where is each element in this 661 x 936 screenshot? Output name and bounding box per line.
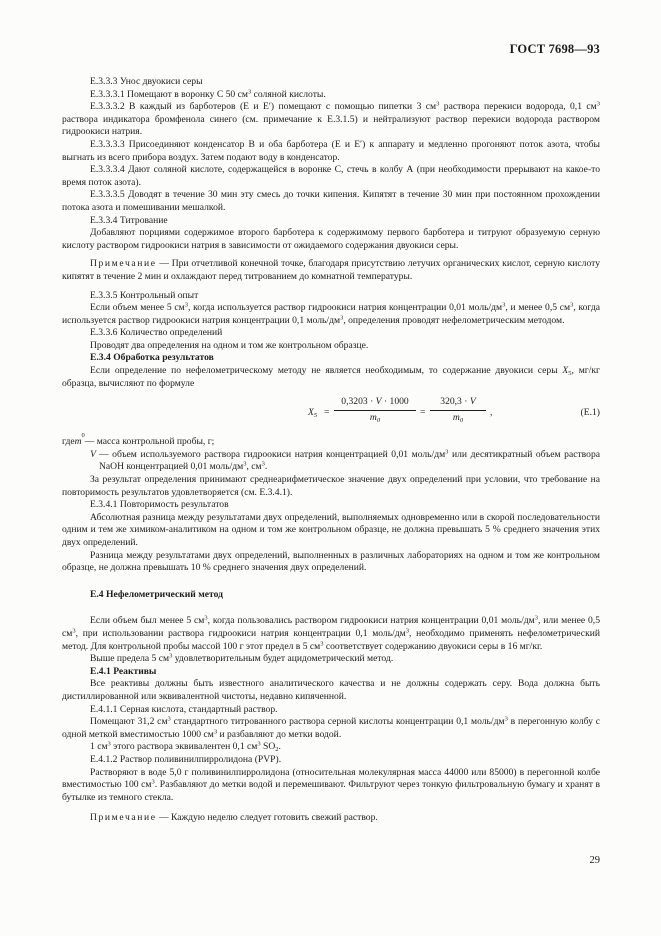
- note: Примечание — При отчетливой конечной точке, благодаря присутствию летучих органических кислот, серную кислоту кипятят в течение 2 мин и охлаждают перед титрованием до комнатной температуры.: [62, 258, 600, 282]
- formula: [62, 396, 600, 432]
- note: Примечание — Каждую неделю следует готовить свежий раствор.: [90, 812, 378, 824]
- paragraph: Если объем менее 5 $см^3$, когда используется раствор гидроокиси натрия концентрации 0,01 моль/$дм^3$, и менее 0,5 $см^3$, когда используется раствор гидроокиси натрия концентрации 0,1 моль/$дм^3$, определения проводят нефелометрическим методом.: [62, 301, 601, 326]
- section-heading: Е.3.4 Обработка результатов: [90, 352, 214, 364]
- paragraph: Если объем был менее 5 $см^3$, когда пользовались раствором гидроокиси натрия концентрации 0,01 моль/$дм^3$, или менее 0,5 $см^3$, при использовании раствора гидроокиси натрия концентрации 0,1 моль/$дм^3$, необходимо применять нефелометрический метод. Для контрольной пробы массой 100 г этот предел в 5 $см^3$ соответствует содержанию двуокиси серы в 16 мг/кг.: [62, 614, 600, 652]
- paragraph: Е.3.3.4 Титрование: [90, 214, 168, 226]
- paragraph: Е.3.3.6 Количество определений: [90, 327, 223, 339]
- paragraph: Добавляют порциями содержимое второго барботера к содержимому первого барботера и титруют образуемую серную кислоту раствором гидроокиси натрия в зависимости от ожидаемого содержания двуокиси серы.: [62, 227, 600, 251]
- paragraph: Разница между результатами двух определений, выполненных в различных лабораториях на одном и том же контрольном образце, не должна превышать 10 % среднего значения двух определений.: [62, 549, 600, 574]
- legend-item: V — объем используемого раствора гидроокиси натрия концентрацией 0,01 моль/$дм^3$ или десятикратный объем раствора NaOH концентрацией 0,01 моль/$дм^3$, $см^3$.: [90, 448, 600, 473]
- document-header: ГОСТ 7698—93: [509, 42, 600, 56]
- paragraph: Е.3.3.3.5 Доводят в течение 30 мин эту смесь до точки кипения. Кипятят в течение 30 мин при постоянном прохождении потока азота и помешивании мешалкой.: [62, 189, 600, 213]
- paragraph: За результат определения принимают среднеарифметическое значение двух определений при условии, что требование на повторимость результатов удовлетворяется (см. Е.3.4.1).: [62, 474, 600, 498]
- formula-equals: =: [420, 407, 426, 419]
- formula-number: (Е.1): [580, 407, 600, 419]
- paragraph: Е.3.3.3 Унос двуокиси серы: [90, 76, 203, 87]
- page-number: 29: [589, 855, 600, 866]
- section-heading: Е.4 Нефелометрический метод: [90, 588, 223, 600]
- paragraph: 1 $см^3$ этого раствора эквивалентен 0,1 $см^3$ $SO_2$.: [90, 740, 281, 754]
- legend-item: где m 0 — масса контрольной пробы, г;: [62, 432, 215, 448]
- formula-equals: =: [324, 407, 330, 419]
- section-heading: Е.4.1 Реактивы: [90, 665, 157, 677]
- paragraph: Выше предела 5 $см^3$ удовлетворительным будет ацидометрический метод.: [90, 652, 394, 665]
- formula-fraction-1: $\frac{0,3203 \cdot V \cdot 1000}{m_0}$: [334, 396, 416, 424]
- paragraph: Е.3.3.3.1 Помещают в воронку С 50 $см^3$ соляной кислоты.: [90, 88, 326, 100]
- formula-fraction-2: $\frac{320,3 \cdot V}{m_0}$: [430, 396, 486, 424]
- formula-lhs: $X_5$: [308, 407, 318, 420]
- paragraph: Е.4.1.2 Раствор поливинилпирролидона (PVP).: [90, 753, 282, 765]
- paragraph: Е.3.3.3.4 Дают соляной кислоте, содержащейся в воронке С, стечь в колбу А (при необходимости прерывают на какое-то время поток азота).: [62, 164, 600, 188]
- paragraph: Все реактивы должны быть известного аналитического качества и не должны содержать серу. Вода должна быть дистиллированной или эквивалентной чистоты, недавно кипяченной.: [62, 678, 600, 702]
- paragraph: Абсолютная разница между результатами двух определений, выполняемых одновременно или в скорой последовательности одним и тем же химиком-аналитиком на одном и том же контрольном образце, не должна превышать 5 % среднего значения этих двух определений.: [62, 511, 600, 548]
- formula-comma: ,: [490, 407, 493, 419]
- formula-legend: [62, 432, 600, 474]
- paragraph: Проводят два определения на одном и том же контрольном образце.: [90, 339, 369, 351]
- paragraph: Е.3.4.1 Повторимость результатов: [90, 499, 229, 511]
- paragraph: Е.3.3.3.3 Присоединяют конденсатор В и оба барботера (Е и Е′) к аппарату и медленно прогоняют поток азота, чтобы выгнать из всего прибора воздух. Затем подают воду в конденсатор.: [62, 138, 600, 163]
- note-label: Примечание: [90, 258, 157, 270]
- paragraph: Помещают 31,2 $см^3$ стандартного титрованного раствора серной кислоты концентрации 0,1 моль/$дм^3$ в перегонную колбу с одной меткой вместимостью 1000 $см^3$ и разбавляют до метки водой.: [62, 715, 601, 740]
- note-label: Примечание: [90, 812, 157, 824]
- paragraph: Если определение по нефелометрическому методу не является необходимым, то содержание двуокиси серы $X_5$, мг/кг образца, вычисляют по формуле: [62, 365, 600, 389]
- document-body: [62, 76, 600, 825]
- paragraph: Е.4.1.1 Серная кислота, стандартный раствор.: [90, 703, 278, 715]
- paragraph: Растворяют в воде 5,0 г поливинилпирролидона (относительная молекулярная масса 44000 или 85000) в перегонной колбе вместимостью 100 $см^3$. Разбавляют до метки водой и перемешивают. Фильтруют через тонкую фильтровальную бумагу и хранят в бутылке из темного стекла.: [62, 766, 601, 803]
- paragraph: Е.3.3.5 Контрольный опыт: [90, 289, 199, 301]
- paragraph: Е.3.3.3.2 В каждый из барботеров (Е и Е′) помещают с помощью пипетки 3 $см^3$ раствора перекиси водорода, 0,1 $см^3$ раствора индикатора бромфенола синего (см. примечание к Е.3.1.5) и нейтрализуют раствор перекиси водорода раствором гидроокиси натрия.: [62, 100, 600, 138]
